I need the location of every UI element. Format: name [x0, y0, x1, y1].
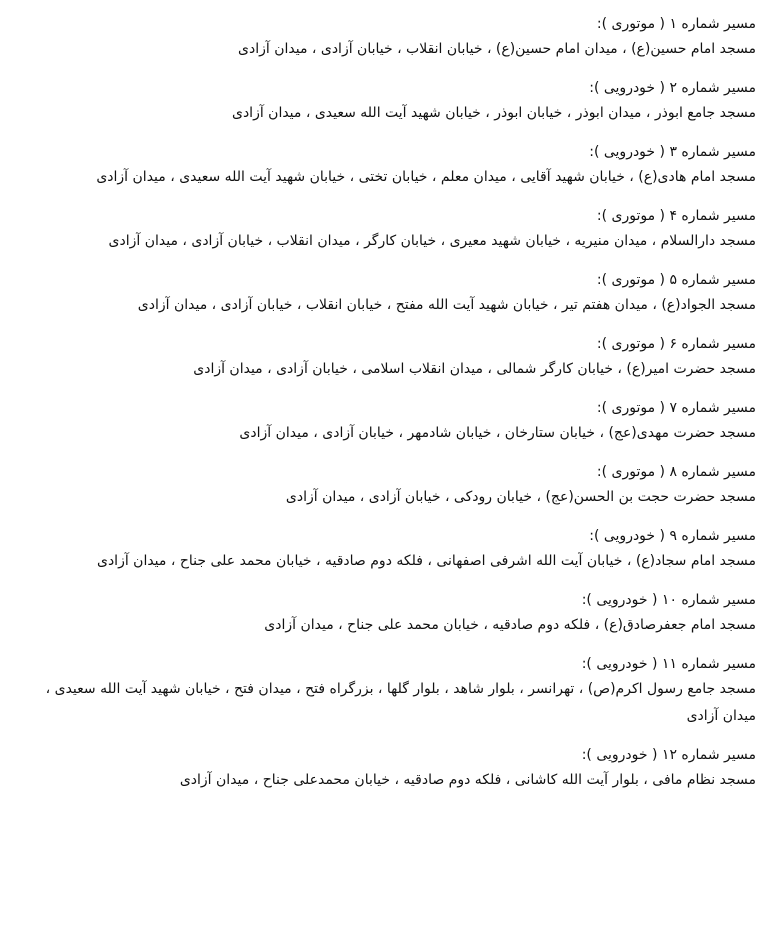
route-path: مسجد امام حسین(ع) ، میدان امام حسین(ع) ، خیابان انقلاب ، خیابان آزادی ، میدان آزادی	[238, 41, 756, 57]
route-path: مسجد جامع ابوذر ، میدان ابوذر ، خیابان ابوذر ، خیابان شهید آیت الله سعیدی ، میدان آزادی	[231, 105, 756, 121]
route-path: مسجد حضرت حجت بن الحسن(عج) ، خیابان رودکی ، خیابان آزادی ، میدان آزادی	[285, 489, 756, 505]
route-heading: مسیر شماره ۸ ( موتوری ):	[596, 464, 756, 480]
route-item-8	[12, 460, 756, 511]
route-item-4	[12, 204, 756, 255]
route-path: مسجد امام هادی(ع) ، خیابان شهید آقایی ، میدان معلم ، خیابان تختی ، خیابان شهید آیت الله سعیدی ، میدان آزادی	[96, 169, 756, 185]
route-item-1	[12, 12, 756, 63]
route-heading: مسیر شماره ۶ ( موتوری ):	[596, 336, 756, 352]
route-path: مسجد حضرت مهدی(عج) ، خیابان ستارخان ، خیابان شادمهر ، خیابان آزادی ، میدان آزادی	[239, 425, 756, 441]
route-heading: مسیر شماره ۱۰ ( خودرویی ):	[581, 592, 756, 608]
route-heading: مسیر شماره ۱۲ ( خودرویی ):	[581, 747, 756, 763]
route-path: مسجد الجواد(ع) ، میدان هفتم تیر ، خیابان شهید آیت الله مفتح ، خیابان انقلاب ، خیابان آزادی ، میدان آزادی	[137, 297, 756, 313]
route-item-2	[12, 76, 756, 127]
route-path: مسجد نظام مافی ، بلوار آیت الله کاشانی ، فلکه دوم صادقیه ، خیابان محمدعلی جناح ، میدان آزادی	[179, 772, 756, 788]
route-item-7	[12, 396, 756, 447]
route-heading: مسیر شماره ۱۱ ( خودرویی ):	[581, 656, 756, 672]
route-heading: مسیر شماره ۲ ( خودرویی ):	[589, 80, 756, 96]
route-path: مسجد امام سجاد(ع) ، خیابان آیت الله اشرفی اصفهانی ، فلکه دوم صادقیه ، خیابان محمد علی جناح ، میدان آزادی	[96, 553, 756, 569]
route-heading: مسیر شماره ۹ ( خودرویی ):	[589, 528, 756, 544]
route-path: مسجد دارالسلام ، میدان منیریه ، خیابان شهید معیری ، خیابان کارگر ، میدان انقلاب ، خیابان آزادی ، میدان آزادی	[108, 233, 756, 249]
route-heading: مسیر شماره ۱ ( موتوری ):	[596, 16, 756, 32]
route-heading: مسیر شماره ۳ ( خودرویی ):	[589, 144, 756, 160]
route-heading: مسیر شماره ۴ ( موتوری ):	[596, 208, 756, 224]
route-path: مسجد جامع رسول اکرم(ص) ، تهرانسر ، بلوار شاهد ، بلوار گلها ، بزرگراه فتح ، میدان فتح ، خیابان شهید آیت الله سعیدی ، میدان آزادی	[45, 681, 756, 724]
route-item-5	[12, 268, 756, 319]
route-item-11	[12, 652, 756, 730]
route-heading: مسیر شماره ۵ ( موتوری ):	[596, 272, 756, 288]
route-path: مسجد حضرت امیر(ع) ، خیابان کارگر شمالی ، میدان انقلاب اسلامی ، خیابان آزادی ، میدان آزادی	[193, 361, 756, 377]
route-item-10	[12, 588, 756, 639]
route-item-3	[12, 140, 756, 191]
route-item-9	[12, 524, 756, 575]
route-item-12	[12, 743, 756, 794]
route-path: مسجد امام جعفرصادق(ع) ، فلکه دوم صادقیه ، خیابان محمد علی جناح ، میدان آزادی	[264, 617, 756, 633]
route-item-6	[12, 332, 756, 383]
route-heading: مسیر شماره ۷ ( موتوری ):	[596, 400, 756, 416]
